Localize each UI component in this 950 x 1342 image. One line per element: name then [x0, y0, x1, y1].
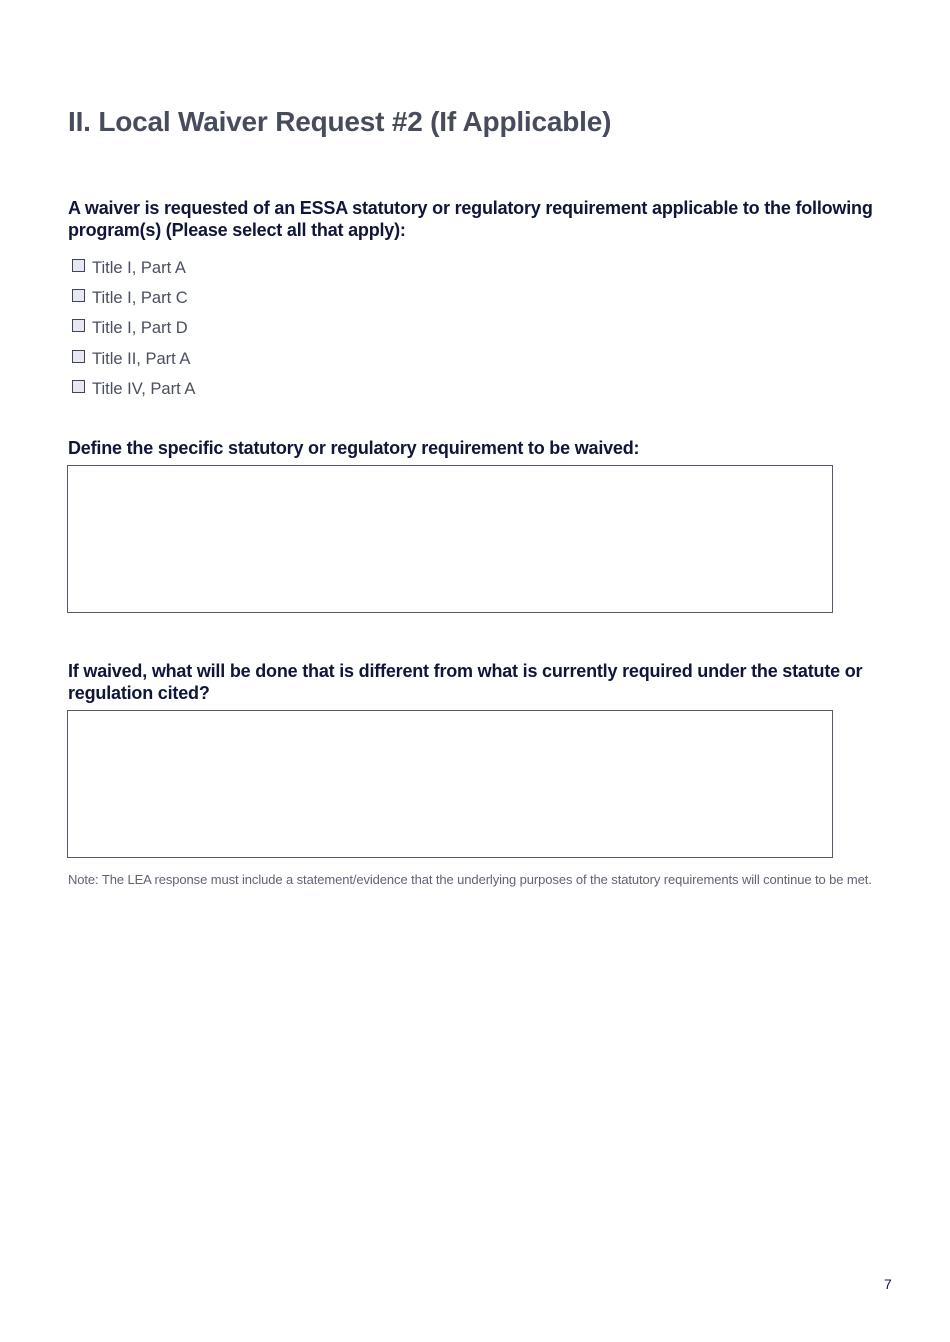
program-option-title-ii-part-a[interactable] — [72, 344, 195, 374]
checkbox-label: Title I, Part A — [92, 258, 186, 277]
checkbox[interactable] — [72, 319, 85, 332]
checkbox-label: Title II, Part A — [92, 349, 191, 368]
checkbox-label: Title I, Part D — [92, 319, 188, 338]
section-title: II. Local Waiver Request #2 (If Applicable) — [68, 106, 612, 137]
programs-question-label: A waiver is requested of an ESSA statutory or regulatory requirement applicable to the following program(s) (Please select all that apply): — [68, 198, 873, 240]
checkbox[interactable] — [72, 350, 85, 363]
program-option-title-iv-part-a[interactable] — [72, 375, 195, 405]
page-number: 7 — [884, 1276, 892, 1292]
difference-answer-field[interactable] — [67, 710, 833, 858]
program-checkbox-list — [72, 253, 195, 405]
checkbox-label: Title IV, Part A — [92, 380, 196, 399]
program-option-title-i-part-c[interactable] — [72, 283, 195, 313]
program-option-title-i-part-d[interactable] — [72, 314, 195, 344]
checkbox-label: Title I, Part C — [92, 289, 188, 308]
program-option-title-i-part-a[interactable] — [72, 253, 195, 283]
difference-question-label: If waived, what will be done that is different from what is currently required under the statute or regulation cited? — [68, 661, 863, 703]
requirement-answer-field[interactable] — [67, 465, 833, 613]
requirement-question-label: Define the specific statutory or regulatory requirement to be waived: — [68, 438, 640, 458]
checkbox[interactable] — [72, 380, 85, 393]
checkbox[interactable] — [72, 289, 85, 302]
note-text: Note: The LEA response must include a statement/evidence that the underlying purposes of the statutory requirements will continue to be met. — [68, 872, 872, 887]
checkbox[interactable] — [72, 259, 85, 272]
